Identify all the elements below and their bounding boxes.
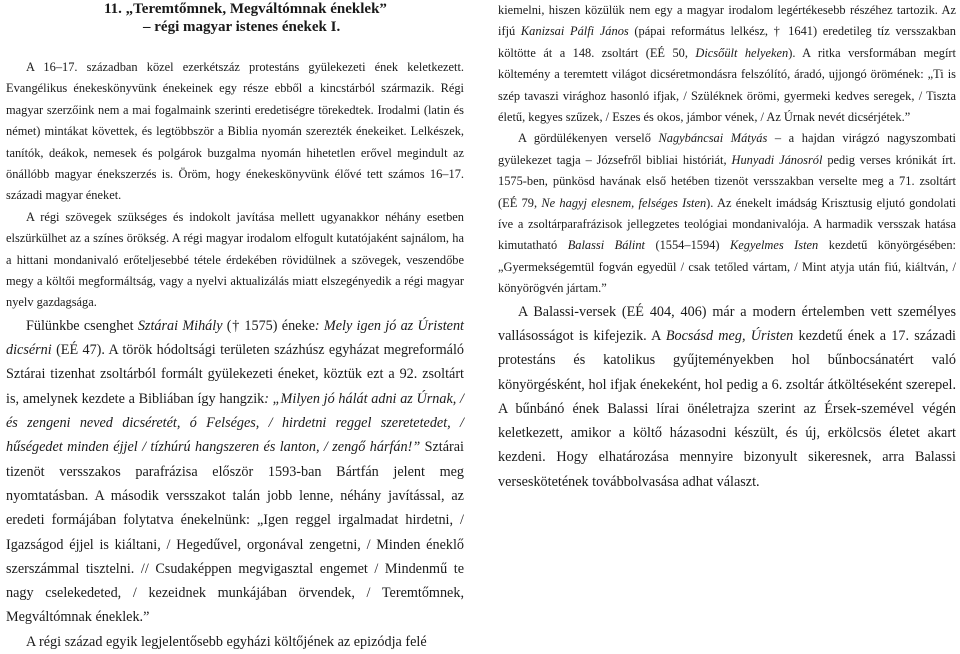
author-name: Nagybáncsai Mátyás [658, 131, 768, 146]
text-run: (EÉ 47). A török hódoltsági területen százhúsz egyházat megreformáló Sztárai tizenhat zsoltárból formált gyülekezeti éneket, köztük ezt a 92. zsoltárt is, amelynek kezdete a Bibliában így hangzik [6, 342, 464, 407]
title-line-1: 11. „Teremtőmnek, Megváltómnak éneklek” [104, 1, 387, 17]
right-small-block [498, 0, 956, 300]
title-line-2: – régi magyar istenes énekek I. [143, 19, 341, 35]
author-name: Sztárai Mihály [137, 317, 223, 334]
text-run: (pápai református lelkész, † 1641) eredetileg tíz versszakban költötte át a 148. zsoltárt (EÉ 50, [498, 24, 956, 60]
left-column [6, 0, 464, 654]
text-run: A gördülékenyen verselő [518, 131, 659, 146]
hymn-title: Bocsásd meg, Úristen [665, 327, 794, 344]
paragraph-5 [498, 0, 956, 128]
text-run: kezdetű ének a 17. századi protestáns és katolikus gyűjteményekben hol bűnbocsánatért való könyörgésként, hol ifjak énekeként, hol pedig a 6. zsoltár átköltéseként szerepel. A bűnbánó ének Balassi lírai önéletrajza szerint az Érsek-szemével végén keletkezett, amikor a költő házasodni készült, és új, erkölcsös életet akart kezdeni. Hogy elhatározása mennyire bizonyult sikeresnek, arra Balassi verseskötetének továbbolvasása adhat választ. [498, 327, 956, 490]
hymn-title: Ne hagyj elesnem, felséges Isten [541, 195, 707, 210]
work-title: Hunyadi Jánosról [731, 152, 823, 167]
text-run: – a hajdan virágzó nagyszombati gyülekezet tagja – Józsefről bibliai históriát, [498, 131, 957, 167]
paragraph-2: A régi szövegek szükséges és indokolt javítása mellett ugyanakkor néhány esetben elszürkülhet az a színes örökség. A régi magyar irodalom elfogult kutatójaként sajnálom, ha a hittani mondanivaló erőteljesebbé tétele érdekében rövidülnek a szövegek, veszendőbe megy a költői megformáltság, vagy a nyelvi aktualizálás miatt elszegényedik a régi magyar nyelv gazdagsága. [6, 209, 464, 310]
text-run: Fülünkbe csenghet [26, 317, 138, 334]
sztarai-paragraph [6, 314, 464, 654]
text-run: kiemelni, hiszen közülük nem egy a magyar irodalom legértékesebb részéhez tartozik. Az ifjú [498, 3, 956, 39]
balassi-paragraph [498, 300, 956, 494]
author-name: Kanizsai Pálfi János [520, 24, 629, 39]
paragraph-1: A 16–17. században közel ezerkétszáz protestáns gyülekezeti ének keletkezett. Evangélikus énekeskönyvünk énekeinek egy része ebből a kincstárból származik. Régi magyar szerzőink nem a mai fogalmaink szerinti eredetiségre törekedtek. Irodalmi (latin és német) mintákat követtek, és legtöbbször a Biblia nyomán szerezték énekeiket. Lelkészek, tanítók, deákok, nemesek és polgárok buzgalma nyomán hihetetlen erővel megindult az önállóbb magyar énekszerzés is. Öröm, hogy énekeskönyvünk élővé tett számos 16–17. századi magyar éneket. [6, 60, 464, 203]
hymn-title: : Mely igen jó az Úristent dicsérni [6, 317, 464, 359]
paragraph-3 [6, 314, 464, 630]
text-run: Sztárai tizenöt versszakos parafrázisa először 1593-ban Bártfán jelent meg nyomtatásban. A második versszakot talán jobb lenne, néhány javítással, az eredeti formájában folytatva énekelnünk: „Igen reggel irgalmadat hirdetni, / Igazságod éjjel is kiáltani, / Hegedűvel, orgonával zengetni, / Minden éneklő szerszámmal tisztelni. // Csudaképpen megvigasztal engemet / Mindenmű te nagy cselekedeted, / kezeidnek munkájában örvendek, / Teremtőmnek, Megváltómnak éneklek.” [6, 439, 465, 626]
text-run: pedig verses krónikát írt. 1575-ben, pünkösd havának első hetében tizenöt versszakban verselte meg a 71. zsoltárt (EÉ 79, [498, 152, 956, 210]
paragraph-4: A régi század egyik legjelentősebb egyházi költőjének az epizódja felé [26, 633, 427, 650]
page-title [6, 0, 464, 36]
text-run: (1554–1594) [644, 238, 730, 253]
text-run: ). Az énekelt imádság Krisztusig eljutó gondolati íve a zsoltárparafrázisok jellegzetes teológiai mondanivalója. A harmadik versszak hatása kimutatható [498, 195, 956, 253]
hymn-title: Dicsőült helyeken [695, 45, 789, 60]
text-run: kezdetű könyörgésében: „Gyermekségemtül fogván egyedül / csak tetőled vártam, / Mint atyja után fiú, kiáltván, / könyörögvén jártam.” [498, 238, 956, 296]
intro-paragraph [6, 57, 464, 314]
right-column [498, 0, 956, 494]
hymn-title: Kegyelmes Isten [729, 238, 819, 253]
text-run: ). A ritka versformában megírt költemény a teremtett világot dicséretmondásra felszólító, áradó, ujjongó örömének: „Ti is szép tavaszi virághoz hasonló ifjak, / Szüléknek örömi, gyermeki kedves seregek, / Tiszta életű, kegyes szűzek, / Eszes és okos, jámbor vének, / Az Úrnak nevét dicsérjétek.” [498, 45, 956, 125]
bible-quote: : „Milyen jó hálát adni az Úrnak, / és zengeni neved dicséretét, ó Felséges, / hirdetni reggel szeretetedet, / hűségedet minden éjjel / tízhúrú hangszeren és lanton, / zengő hárfán!” [6, 390, 464, 456]
paragraph-7 [498, 300, 956, 494]
paragraph-6 [498, 128, 956, 299]
text-run: († 1575) éneke [222, 317, 315, 334]
text-run: A Balassi-versek (EÉ 404, 406) már a modern értelemben vett személyes vallásosságot is kifejezik. A [498, 303, 956, 344]
author-name: Balassi Bálint [567, 238, 645, 253]
